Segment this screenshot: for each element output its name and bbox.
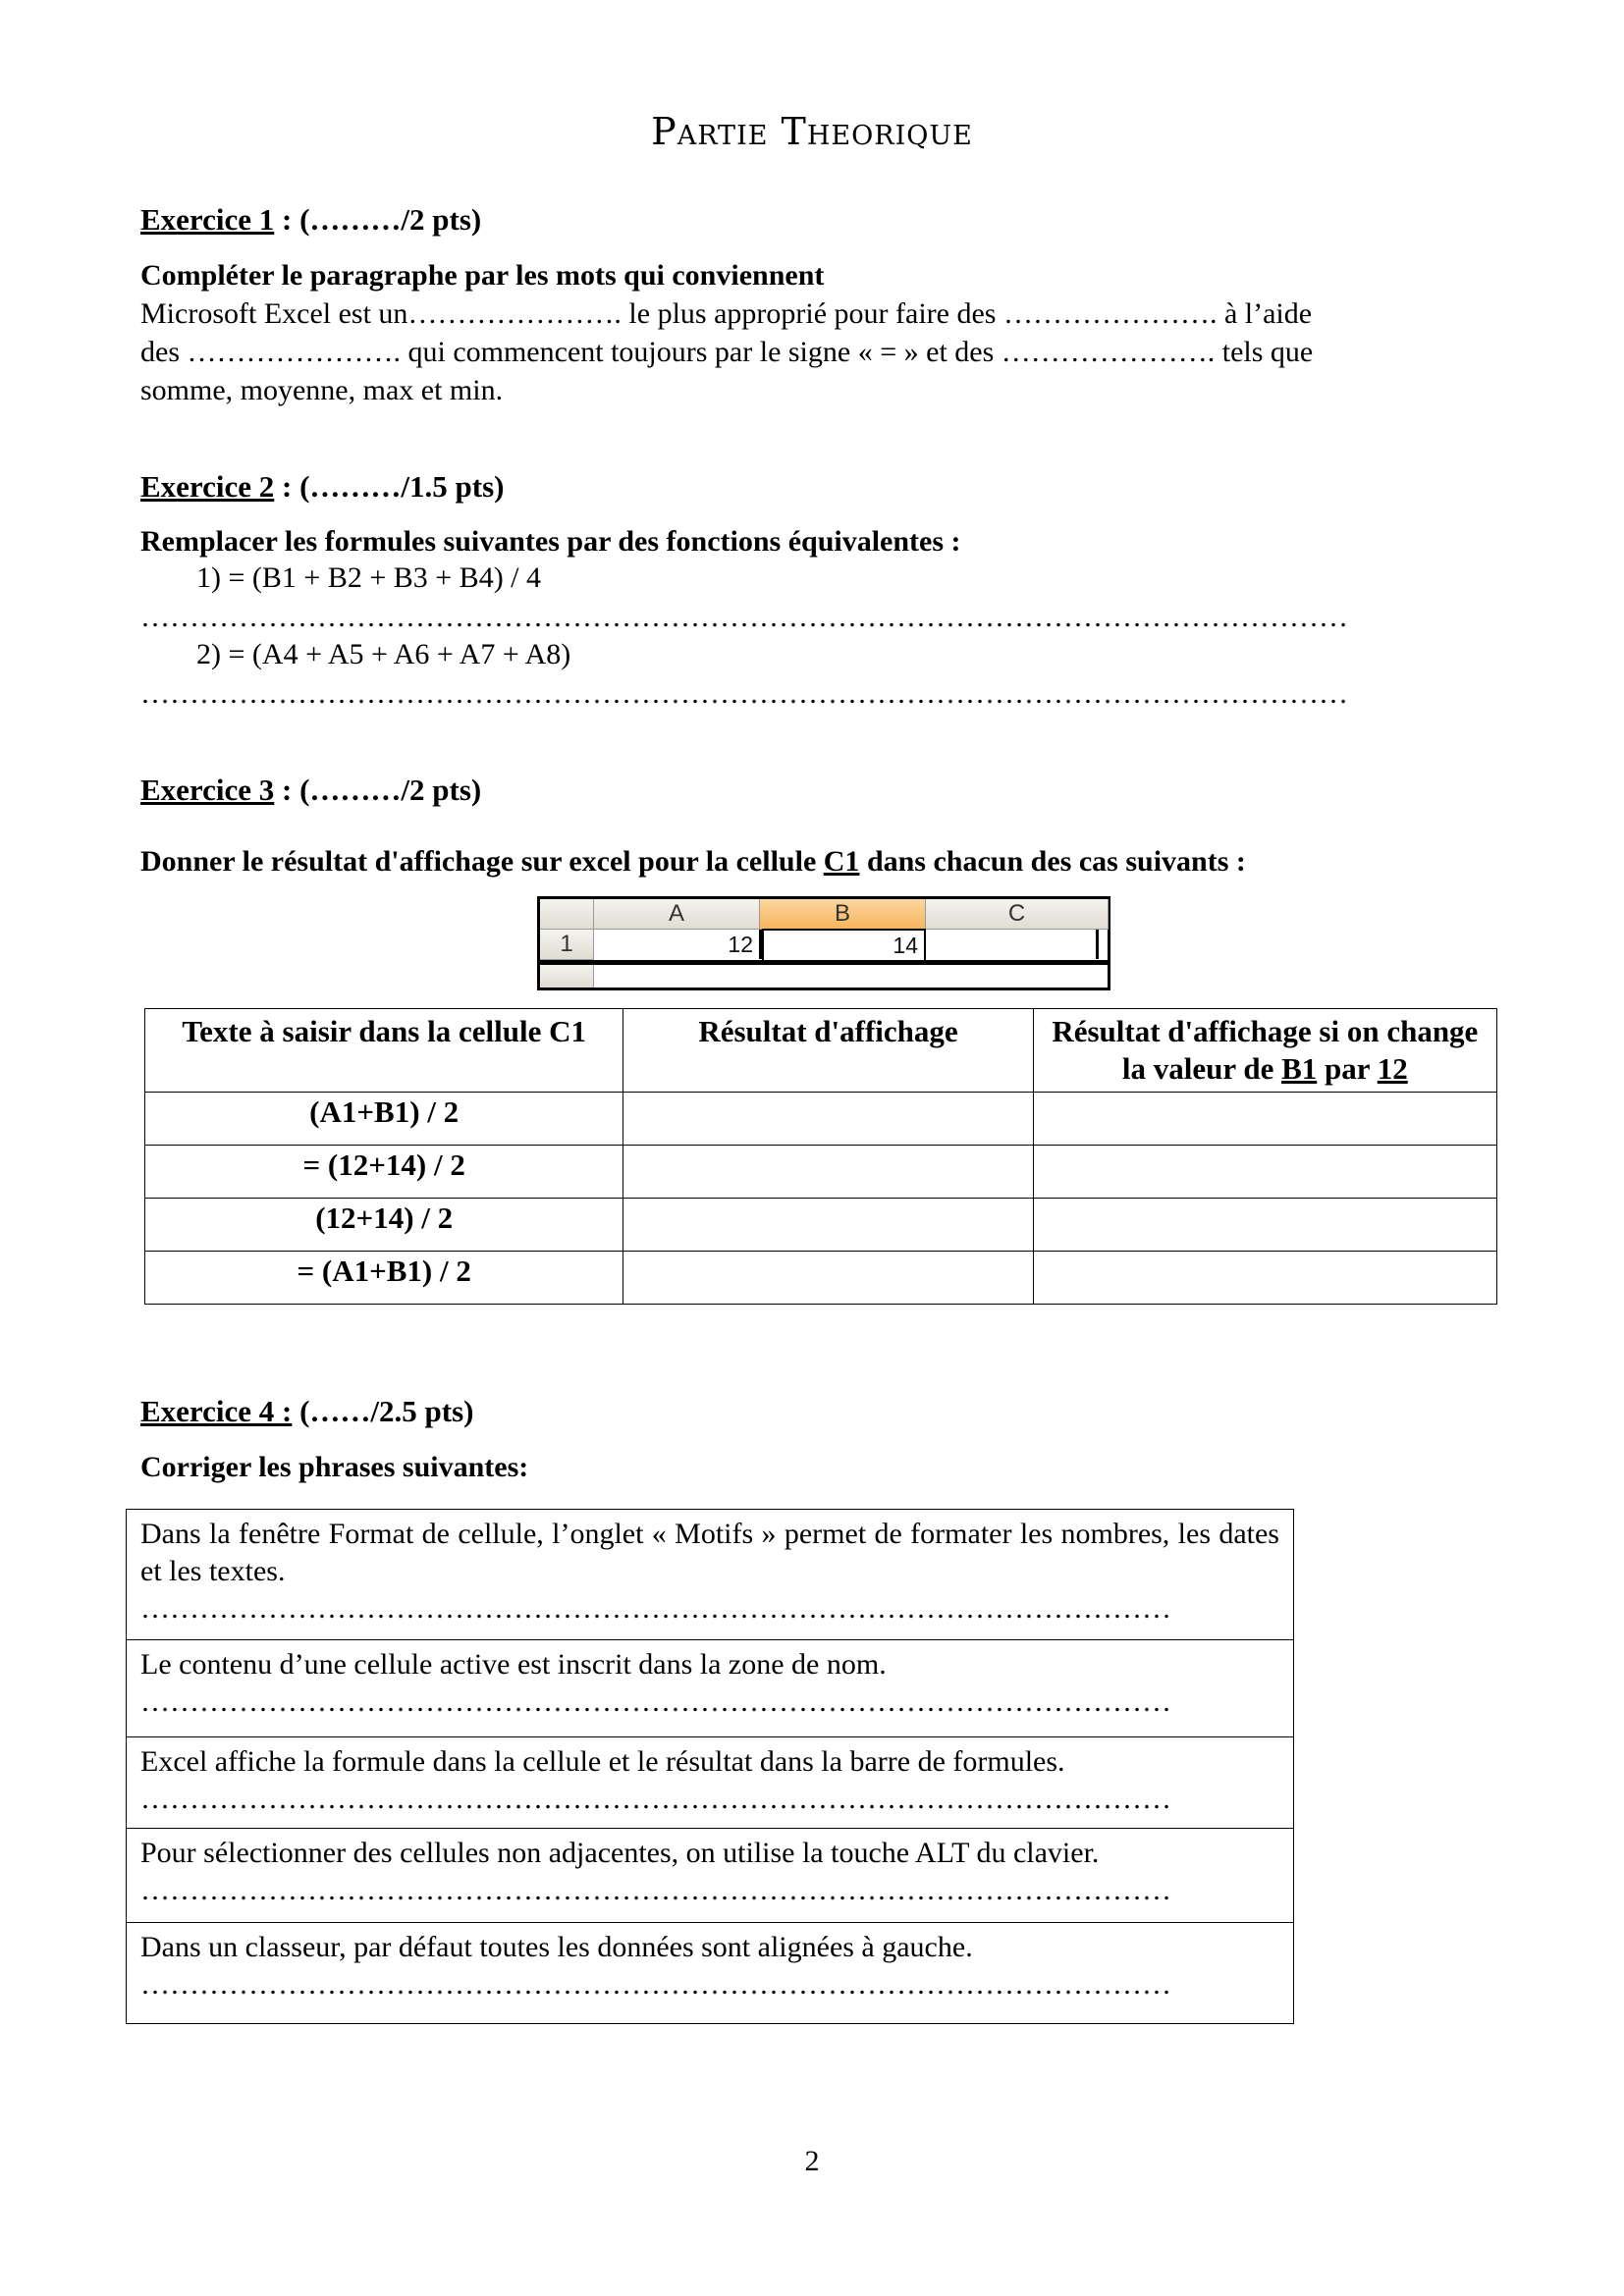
answer-dots: …………………………………………………………………………………………………………… bbox=[140, 677, 1348, 710]
answer-cell[interactable] bbox=[1033, 1093, 1496, 1146]
row-border bbox=[540, 960, 1108, 965]
sentence-cell bbox=[127, 1923, 1294, 2024]
corner-header bbox=[540, 899, 594, 930]
exercise-1-label: Exercice 1 bbox=[140, 202, 275, 237]
table-row bbox=[145, 1146, 1497, 1199]
table-header-row bbox=[145, 1009, 1497, 1093]
column-header-c: C bbox=[926, 899, 1109, 930]
exercise-1-text-line: somme, moyenne, max et min. bbox=[140, 374, 504, 406]
cell-b1: 14 bbox=[762, 929, 926, 962]
formula-cell: = (A1+B1) / 2 bbox=[145, 1252, 623, 1305]
exercise-2-instruction: Remplacer les formules suivantes par des fonctions équivalentes : bbox=[140, 525, 961, 558]
exercise-2-points: : (………/1.5 pts) bbox=[274, 469, 505, 504]
formula-item-2: 2) = (A4 + A5 + A6 + A7 + A8) bbox=[196, 638, 571, 670]
exercise-1-heading bbox=[140, 202, 481, 238]
exercise-4-table bbox=[126, 1509, 1294, 2024]
exercise-4-label: Exercice 4 : bbox=[140, 1394, 293, 1428]
header-text: par bbox=[1317, 1051, 1378, 1086]
exercise-4-points: (……/2.5 pts) bbox=[292, 1394, 474, 1428]
table-row bbox=[145, 1199, 1497, 1252]
sentence-cell bbox=[127, 1510, 1294, 1640]
exercise-4-heading bbox=[140, 1394, 474, 1429]
answer-dots[interactable]: …………………………………………………………………………………………… bbox=[140, 1783, 1171, 1815]
column-header: Texte à saisir dans la cellule C1 bbox=[145, 1009, 623, 1093]
row-header-1: 1 bbox=[540, 930, 594, 960]
answer-cell[interactable] bbox=[623, 1199, 1033, 1252]
spreadsheet-excerpt bbox=[537, 896, 1110, 990]
column-header bbox=[1033, 1009, 1496, 1093]
answer-cell[interactable] bbox=[623, 1146, 1033, 1199]
answer-dots[interactable]: …………………………………………………………………………………………… bbox=[140, 1685, 1171, 1718]
table-row bbox=[127, 1640, 1294, 1737]
sentence-cell bbox=[127, 1640, 1294, 1737]
cell-reference: B1 bbox=[1281, 1051, 1318, 1086]
sentence-cell bbox=[127, 1829, 1294, 1923]
answer-dots[interactable]: …………………………………………………………………………………………… bbox=[140, 1874, 1171, 1906]
exercise-1-points: : (………/2 pts) bbox=[274, 202, 482, 237]
formula-cell: (12+14) / 2 bbox=[145, 1199, 623, 1252]
cell-c1 bbox=[927, 930, 1099, 959]
sentence-text: Dans la fenêtre Format de cellule, l’onglet « Motifs » permet de formater les nombres, les dates et les textes. bbox=[140, 1518, 1279, 1587]
formula-cell: (A1+B1) / 2 bbox=[145, 1093, 623, 1146]
page-title: Partie Theorique bbox=[651, 110, 973, 153]
answer-dots[interactable]: …………………………………………………………………………………………… bbox=[140, 1592, 1171, 1625]
cell-reference: C1 bbox=[823, 845, 860, 878]
exercise-1-instruction: Compléter le paragraphe par les mots qui conviennent bbox=[140, 259, 825, 292]
answer-cell[interactable] bbox=[623, 1093, 1033, 1146]
column-header-b: B bbox=[760, 899, 926, 930]
exercise-1-text-line: des …………………. qui commencent toujours par le signe « = » et des …………………. tels que bbox=[140, 336, 1314, 368]
table-row bbox=[145, 1093, 1497, 1146]
instruction-text: Donner le résultat d'affichage sur excel pour la cellule bbox=[140, 845, 824, 878]
exercise-2-label: Exercice 2 bbox=[140, 469, 275, 504]
exercise-3-heading bbox=[140, 773, 481, 808]
table-row bbox=[127, 1923, 1294, 2024]
table-row bbox=[145, 1252, 1497, 1305]
page-number: 2 bbox=[804, 2145, 820, 2177]
exercise-2-heading bbox=[140, 469, 505, 505]
formula-cell: = (12+14) / 2 bbox=[145, 1146, 623, 1199]
row-header-2 bbox=[540, 965, 594, 988]
cell-a1: 12 bbox=[595, 930, 762, 959]
table-row bbox=[127, 1737, 1294, 1829]
exercise-3-label: Exercice 3 bbox=[140, 773, 275, 807]
table-row bbox=[127, 1510, 1294, 1640]
exercise-3-instruction bbox=[140, 845, 1246, 879]
value-reference: 12 bbox=[1377, 1051, 1408, 1086]
column-header-a: A bbox=[594, 899, 760, 930]
exercise-3-points: : (………/2 pts) bbox=[274, 773, 482, 807]
answer-cell[interactable] bbox=[1033, 1146, 1496, 1199]
table-row bbox=[127, 1829, 1294, 1923]
exercise-3-table bbox=[144, 1008, 1497, 1305]
header-text: Résultat d'affichage si on change la valeur de bbox=[1052, 1014, 1479, 1086]
column-header: Résultat d'affichage bbox=[623, 1009, 1033, 1093]
answer-cell[interactable] bbox=[1033, 1199, 1496, 1252]
sentence-text: Pour sélectionner des cellules non adjacentes, on utilise la touche ALT du clavier. bbox=[140, 1837, 1100, 1869]
answer-dots[interactable]: …………………………………………………………………………………………… bbox=[140, 1968, 1171, 2001]
answer-cell[interactable] bbox=[623, 1252, 1033, 1305]
answer-dots: …………………………………………………………………………………………………………… bbox=[140, 601, 1348, 633]
sentence-text: Le contenu d’une cellule active est inscrit dans la zone de nom. bbox=[140, 1648, 887, 1681]
sentence-text: Excel affiche la formule dans la cellule et le résultat dans la barre de formules. bbox=[140, 1745, 1065, 1778]
instruction-text: dans chacun des cas suivants : bbox=[859, 845, 1246, 878]
answer-cell[interactable] bbox=[1033, 1252, 1496, 1305]
exercise-4-instruction: Corriger les phrases suivantes: bbox=[140, 1451, 529, 1483]
sentence-text: Dans un classeur, par défaut toutes les données sont alignées à gauche. bbox=[140, 1931, 973, 1963]
formula-item-1: 1) = (B1 + B2 + B3 + B4) / 4 bbox=[196, 561, 542, 594]
exercise-1-text-line: Microsoft Excel est un…………………. le plus approprié pour faire des …………………. à l’aide bbox=[140, 297, 1313, 330]
sentence-cell bbox=[127, 1737, 1294, 1829]
